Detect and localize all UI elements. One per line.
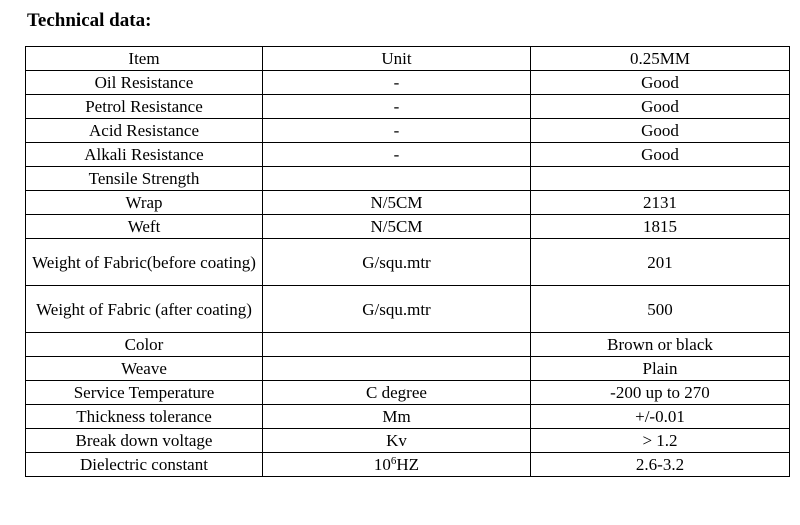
cell-value: -200 up to 270: [531, 381, 790, 405]
cell-item: Color: [26, 333, 263, 357]
cell-item: Oil Resistance: [26, 71, 263, 95]
cell-value: > 1.2: [531, 429, 790, 453]
cell-item: Wrap: [26, 191, 263, 215]
table-row: [26, 333, 790, 357]
table-row: [26, 429, 790, 453]
table-row: [26, 191, 790, 215]
unit-base: 10: [373, 455, 391, 474]
cell-value: +/-0.01: [531, 405, 790, 429]
cell-unit: N/5CM: [263, 191, 531, 215]
cell-value: Brown or black: [531, 333, 790, 357]
cell-item: Petrol Resistance: [26, 95, 263, 119]
table-row: [26, 143, 790, 167]
cell-unit: [263, 333, 531, 357]
cell-value: 2.6-3.2: [531, 453, 790, 477]
column-header-item: Item: [26, 47, 263, 71]
cell-unit: -: [263, 71, 531, 95]
cell-unit: -: [263, 119, 531, 143]
table-row: [26, 119, 790, 143]
cell-value: Plain: [531, 357, 790, 381]
cell-item: Dielectric constant: [26, 453, 263, 477]
table-row: [26, 167, 790, 191]
page-title: Technical data:: [27, 10, 152, 31]
table-row: [26, 405, 790, 429]
cell-item: Thickness tolerance: [26, 405, 263, 429]
table-row: [26, 357, 790, 381]
cell-unit: [263, 167, 531, 191]
cell-unit: G/squ.mtr: [263, 239, 531, 286]
unit-suffix: HZ: [396, 455, 420, 474]
cell-item: Alkali Resistance: [26, 143, 263, 167]
cell-value: 1815: [531, 215, 790, 239]
table-row: [26, 215, 790, 239]
technical-data-table: [25, 46, 790, 477]
cell-unit: Mm: [263, 405, 531, 429]
cell-unit: G/squ.mtr: [263, 286, 531, 333]
cell-value: 2131: [531, 191, 790, 215]
cell-item: Weight of Fabric (after coating): [26, 286, 263, 333]
table-header-row: [26, 47, 790, 71]
column-header-unit: Unit: [263, 47, 531, 71]
cell-item: Tensile Strength: [26, 167, 263, 191]
cell-value: Good: [531, 143, 790, 167]
cell-value: 201: [531, 239, 790, 286]
table-row: [26, 381, 790, 405]
table-row: [26, 71, 790, 95]
cell-unit: -: [263, 143, 531, 167]
cell-item: Weight of Fabric(before coating): [26, 239, 263, 286]
cell-value: 500: [531, 286, 790, 333]
cell-value: Good: [531, 95, 790, 119]
cell-unit: -: [263, 95, 531, 119]
column-header-value: 0.25MM: [531, 47, 790, 71]
cell-value: Good: [531, 119, 790, 143]
cell-unit: C degree: [263, 381, 531, 405]
cell-unit: N/5CM: [263, 215, 531, 239]
cell-item: Break down voltage: [26, 429, 263, 453]
unit-exponent: 6: [390, 455, 397, 467]
table-row: [26, 286, 790, 333]
cell-unit: Kv: [263, 429, 531, 453]
cell-item: Acid Resistance: [26, 119, 263, 143]
table-row: [26, 95, 790, 119]
cell-item: Weft: [26, 215, 263, 239]
cell-unit: [263, 453, 531, 477]
cell-item: Weave: [26, 357, 263, 381]
table-row: [26, 239, 790, 286]
cell-unit: [263, 357, 531, 381]
cell-item: Service Temperature: [26, 381, 263, 405]
cell-value: [531, 167, 790, 191]
cell-value: Good: [531, 71, 790, 95]
table-row: [26, 453, 790, 477]
